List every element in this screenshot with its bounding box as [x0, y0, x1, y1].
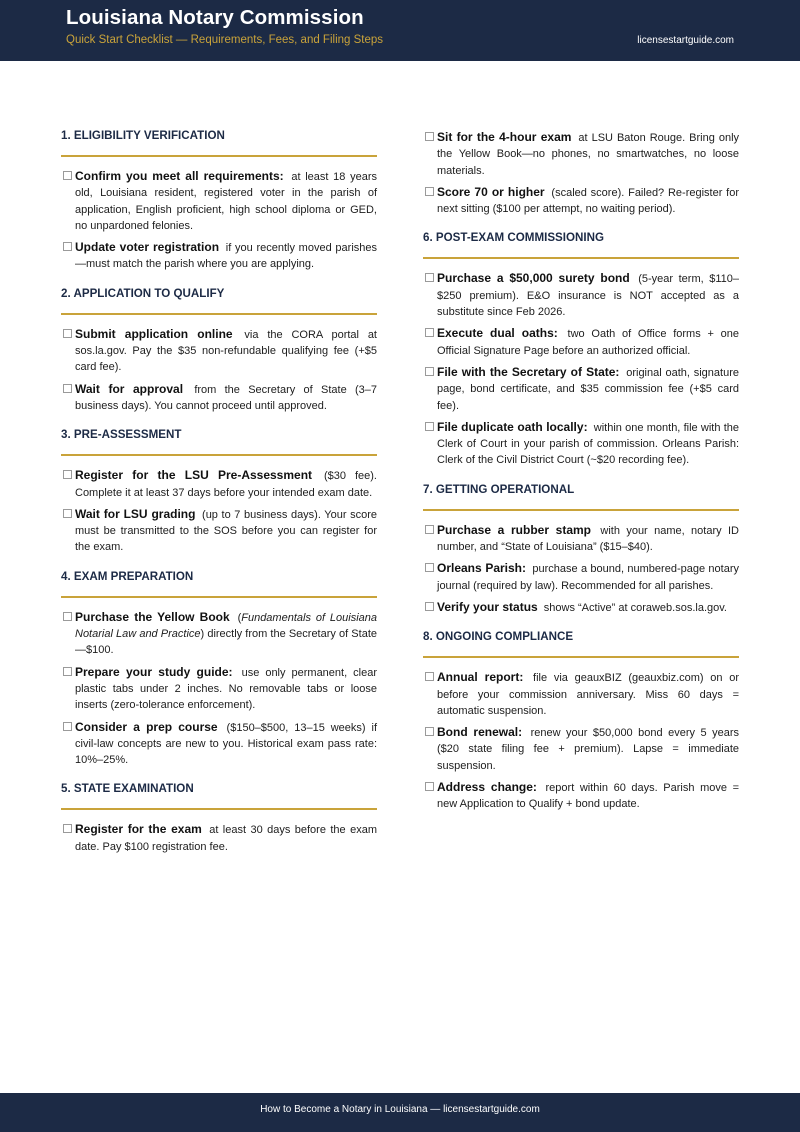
- item-heading: Wait for LSU grading: [75, 506, 196, 521]
- item-detail: at least 30 days before the exam date. Pay $100 registration fee.: [75, 824, 377, 853]
- item-text: [437, 560, 739, 594]
- section-exam-preparation: [61, 570, 377, 769]
- item-detail: use only permanent, clear plastic tabs under 2 inches. No removable tabs or loose inserts (zero-tolerance enforcement).: [75, 666, 378, 712]
- item-text: [437, 184, 739, 218]
- section-state-examination-continued: [423, 129, 739, 217]
- item-text: [75, 821, 377, 855]
- checkbox[interactable]: [63, 667, 72, 676]
- item-detail: at LSU Baton Rouge. Bring only the Yellow Book—no phones, no smartwatches, no loose materials.: [437, 132, 740, 177]
- section-title: 3. PRE-ASSESSMENT: [61, 428, 377, 456]
- section-post-exam: [423, 231, 739, 468]
- checklist-item: [61, 467, 377, 501]
- checklist-item: [423, 184, 739, 218]
- item-heading: Purchase a rubber stamp: [437, 522, 592, 537]
- item-text: [437, 522, 739, 556]
- checklist-item: [61, 821, 377, 855]
- site-name: licensestartguide.com: [637, 35, 734, 46]
- item-heading: Update voter registration: [75, 240, 220, 255]
- page-subtitle: Quick Start Checklist — Requirements, Fees, and Filing Steps: [66, 34, 384, 46]
- item-text: [437, 129, 739, 179]
- checklist-item: [61, 719, 377, 769]
- checklist-item: [423, 779, 739, 813]
- item-text: [437, 419, 739, 469]
- item-detail: (up to 7 business days). Your score must be transmitted to the SOS before you can register for the exam.: [75, 508, 377, 554]
- checklist-item: [61, 239, 377, 273]
- item-text: [437, 669, 739, 719]
- book-title: Fundamentals of Louisiana Notarial Law and Practice: [75, 611, 377, 641]
- item-heading: Prepare your study guide:: [75, 664, 233, 679]
- checkbox[interactable]: [63, 242, 72, 251]
- checkbox[interactable]: [63, 470, 72, 479]
- item-heading: Purchase the Yellow Book: [75, 609, 230, 624]
- section-getting-operational: [423, 483, 739, 616]
- section-title: 4. EXAM PREPARATION: [61, 570, 377, 598]
- item-detail: from the Secretary of State (3–7 business days). You cannot proceed until approved.: [75, 383, 377, 412]
- section-state-examination: [61, 782, 377, 855]
- item-detail: two Oath of Office forms + one Official Signature Page before an authorized official.: [437, 328, 739, 357]
- checkbox[interactable]: [425, 672, 434, 681]
- page-title: Louisiana Notary Commission: [66, 6, 364, 29]
- checklist-item: [61, 506, 377, 556]
- page-header: [0, 0, 800, 61]
- item-detail: ($30 fee). Complete it at least 37 days before your intended exam date.: [75, 470, 377, 499]
- item-heading: Execute dual oaths:: [437, 326, 558, 341]
- checklist-item: [423, 129, 739, 179]
- item-detail: with your name, notary ID number, and “State of Louisiana” ($15–$40).: [437, 524, 739, 554]
- item-heading: Annual report:: [437, 670, 524, 685]
- item-detail: (: [237, 611, 242, 624]
- checkbox[interactable]: [425, 367, 434, 376]
- checkbox[interactable]: [425, 422, 434, 431]
- item-heading: Purchase a $50,000 surety bond: [437, 271, 630, 286]
- item-heading: Bond renewal:: [437, 725, 523, 740]
- item-detail: (scaled score). Failed? Re-register for next sitting ($100 per attempt, no waiting period).: [437, 186, 740, 216]
- item-text: [75, 168, 377, 234]
- item-text: [437, 325, 739, 359]
- item-text: [75, 719, 377, 769]
- checklist-item: [423, 364, 739, 414]
- item-detail: if you recently moved parishes—must match the parish where you are applying.: [75, 242, 377, 271]
- item-detail: renew your $50,000 bond every 5 years ($20 state filing fee + premium). Lapse = immediate suspension.: [437, 727, 739, 772]
- checklist-item: [61, 381, 377, 415]
- item-detail: at least 18 years old, Louisiana resident, registered voter in the parish of application, English proficient, high school diploma or GED, no unpardoned felonies.: [75, 171, 377, 232]
- item-text: [437, 599, 739, 616]
- checklist-item: [423, 522, 739, 556]
- section-title: 2. APPLICATION TO QUALIFY: [61, 287, 377, 315]
- item-text: [75, 609, 377, 659]
- section-title: 8. ONGOING COMPLIANCE: [423, 630, 739, 658]
- section-ongoing-compliance: [423, 630, 739, 812]
- item-detail: shows “Active” at coraweb.sos.la.gov.: [543, 601, 727, 614]
- item-detail: original oath, signature page, bond certificate, and $35 commission fee (+$5 card fee).: [437, 366, 739, 412]
- left-column: [61, 129, 377, 869]
- checklist-item: [61, 664, 377, 714]
- footer-text: How to Become a Notary in Louisiana — licensestartguide.com: [260, 1104, 540, 1115]
- item-detail: within one month, file with the Clerk of Court in your parish of commission. Orleans Parish: Clerk of the Civil District Court (~$20 recording fee).: [437, 421, 739, 467]
- item-heading: Address change:: [437, 780, 537, 795]
- item-text: [75, 326, 377, 376]
- checkbox[interactable]: [63, 171, 72, 180]
- item-heading: Submit application online: [75, 326, 233, 341]
- checklist-item: [423, 560, 739, 594]
- item-heading: File with the Secretary of State:: [437, 364, 620, 379]
- checkbox[interactable]: [425, 782, 434, 791]
- item-heading: Wait for approval: [75, 381, 184, 396]
- checkbox[interactable]: [425, 187, 434, 196]
- checklist-item: [61, 326, 377, 376]
- item-detail: (5-year term, $110–$250 premium). E&O insurance is NOT accepted as a substitute since Feb 2026.: [437, 273, 739, 319]
- checkbox[interactable]: [63, 612, 72, 621]
- section-title: 6. POST-EXAM COMMISSIONING: [423, 231, 739, 259]
- item-text: [75, 239, 377, 273]
- item-heading: Sit for the 4-hour exam: [437, 130, 572, 144]
- checkbox[interactable]: [425, 602, 434, 611]
- checklist-item: [61, 168, 377, 234]
- item-heading: Consider a prep course: [75, 719, 218, 734]
- item-heading: Confirm you meet all requirements:: [75, 169, 284, 183]
- checkbox[interactable]: [63, 722, 72, 731]
- section-title: 5. STATE EXAMINATION: [61, 782, 377, 810]
- item-text: [75, 664, 377, 714]
- checklist-item: [423, 599, 739, 616]
- item-detail: report within 60 days. Parish move = new Application to Qualify + bond update.: [437, 782, 739, 811]
- section-pre-assessment: [61, 428, 377, 555]
- checkbox[interactable]: [63, 329, 72, 338]
- checkbox[interactable]: [425, 132, 434, 141]
- checkbox[interactable]: [63, 384, 72, 393]
- checkbox[interactable]: [425, 525, 434, 534]
- right-column: [423, 129, 739, 827]
- item-text: [75, 467, 377, 501]
- item-heading: Verify your status: [437, 599, 538, 614]
- item-detail: file via geauxBIZ (geauxbiz.com) on or before your commission anniversary. Miss 60 days = automatic suspension.: [437, 672, 740, 717]
- item-detail: purchase a bound, numbered-page notary journal (required by law). Recommended for all parishes.: [437, 563, 739, 592]
- checkbox[interactable]: [425, 563, 434, 572]
- checklist-item: [61, 609, 377, 659]
- checkbox[interactable]: [63, 824, 72, 833]
- section-title: 7. GETTING OPERATIONAL: [423, 483, 739, 511]
- item-text: [437, 364, 739, 414]
- checklist-item: [423, 419, 739, 469]
- checkbox[interactable]: [425, 273, 434, 282]
- item-detail: via the CORA portal at sos.la.gov. Pay the $35 non-refundable qualifying fee (+$5 card fee).: [75, 328, 377, 374]
- item-text: [437, 270, 739, 320]
- item-detail: ($150–$500, 13–15 weeks) if civil-law concepts are new to you. Historical exam pass rate: 10%–25%.: [75, 721, 377, 767]
- page-footer: [0, 1093, 800, 1132]
- checklist-item: [423, 325, 739, 359]
- item-heading: Register for the exam: [75, 822, 202, 837]
- item-text: [437, 724, 739, 774]
- checkbox[interactable]: [63, 509, 72, 518]
- item-text: [75, 506, 377, 556]
- item-text: [75, 381, 377, 415]
- checkbox[interactable]: [425, 328, 434, 337]
- item-heading: Register for the LSU Pre-Assessment: [75, 468, 313, 483]
- checklist-item: [423, 724, 739, 774]
- item-heading: Score 70 or higher: [437, 184, 545, 199]
- section-application: [61, 287, 377, 414]
- section-title: 1. ELIGIBILITY VERIFICATION: [61, 129, 377, 157]
- checkbox[interactable]: [425, 727, 434, 736]
- item-text: [437, 779, 739, 813]
- item-detail-end: ) directly from the Secretary of State—$100.: [75, 628, 377, 657]
- checklist-item: [423, 669, 739, 719]
- section-eligibility: [61, 129, 377, 273]
- item-heading: Orleans Parish:: [437, 561, 526, 576]
- checklist-item: [423, 270, 739, 320]
- item-heading: File duplicate oath locally:: [437, 419, 588, 434]
